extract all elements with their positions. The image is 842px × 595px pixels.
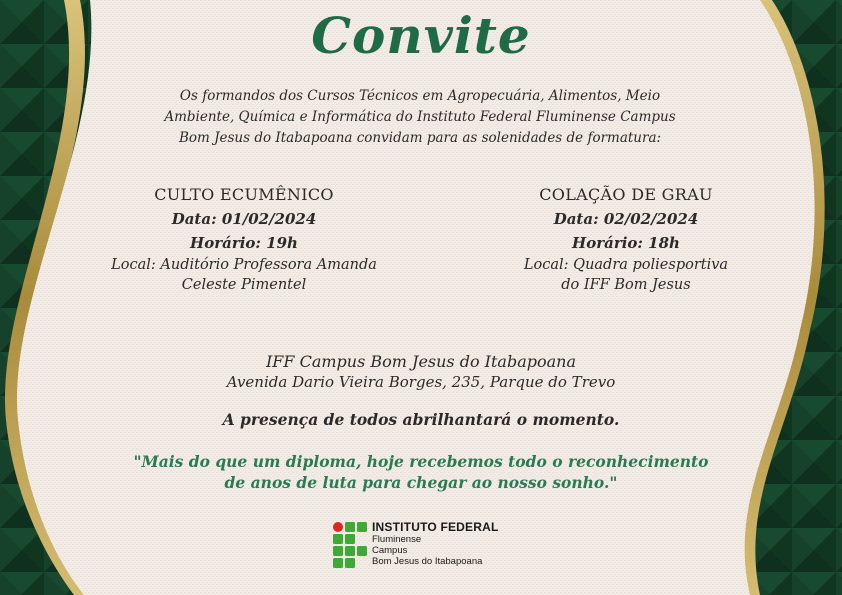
- campus-info: [0, 352, 842, 392]
- invitation-intro: Os formandos dos Cursos Técnicos em Agropecuária, Alimentos, Meio Ambiente, Química e Informática do Instituto Federal Fluminense Campus Bom Jesus do Itabapoana convidam para as solenidades de formatura:: [164, 88, 676, 146]
- instituto-federal-logo-icon: [333, 522, 367, 568]
- event-time: Horário: 19h: [190, 234, 298, 252]
- logo-text: [372, 520, 499, 567]
- logo-line-institute: INSTITUTO FEDERAL: [372, 520, 499, 534]
- graduation-quote: [0, 451, 842, 493]
- logo-line-campus: Campus: [372, 545, 408, 556]
- event-place-line2: Celeste Pimentel: [181, 277, 307, 293]
- invitation-title: Convite: [311, 6, 531, 65]
- quote-line1: "Mais do que um diploma, hoje recebemos todo o reconhecimento: [133, 452, 709, 471]
- event-time: Horário: 18h: [572, 234, 680, 252]
- quote-line2: de anos de luta para chegar ao nosso sonho.": [224, 473, 618, 492]
- campus-name: IFF Campus Bom Jesus do Itabapoana: [265, 352, 577, 371]
- event-place-line1: Local: Auditório Professora Amanda: [111, 257, 377, 273]
- logo-line-campus-name: Bom Jesus do Itabapoana: [372, 556, 483, 567]
- institution-logo: [333, 520, 533, 572]
- logo-line-fluminense: Fluminense: [372, 534, 422, 545]
- event-place-line2: do IFF Bom Jesus: [561, 277, 691, 293]
- event-date: Data: 02/02/2024: [553, 210, 699, 228]
- event-place-line1: Local: Quadra poliesportiva: [523, 257, 729, 273]
- event-culto-ecumenico: [94, 183, 394, 295]
- event-colacao-de-grau: [476, 183, 776, 295]
- event-title: COLAÇÃO DE GRAU: [539, 185, 713, 204]
- campus-address: Avenida Dario Vieira Borges, 235, Parque do Trevo: [226, 373, 616, 391]
- presence-message: A presença de todos abrilhantará o momento.: [222, 410, 620, 429]
- event-date: Data: 01/02/2024: [171, 210, 317, 228]
- event-title: CULTO ECUMÊNICO: [154, 185, 334, 204]
